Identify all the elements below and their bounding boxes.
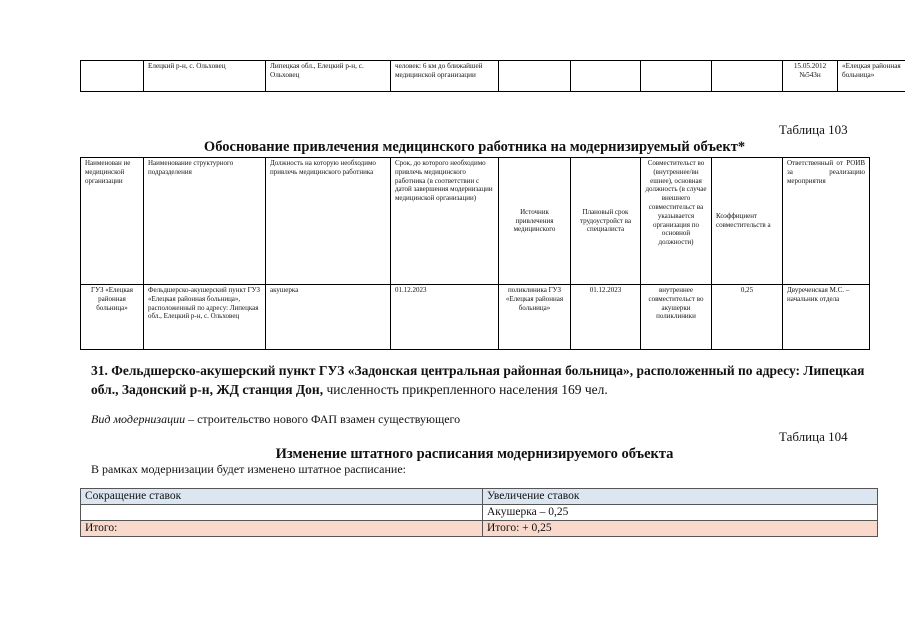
table-row [81, 505, 878, 521]
cell: Елецкий р-н, с. Ольховец [144, 61, 266, 92]
cell: Двуреченская М.С. – начальник отдела [783, 285, 870, 350]
table-103 [80, 157, 870, 350]
table-103-title: Обоснование привлечения медицинского работника на модернизируемый объект* [203, 139, 746, 155]
table-104-label: Таблица 104 [779, 429, 848, 444]
cell: 01.12.2023 [391, 285, 499, 350]
table-row [81, 61, 905, 92]
table-header-row [81, 158, 870, 285]
cell: Липецкая обл., Елецкий р-н, с. Ольховец [266, 61, 391, 92]
previous-table-fragment [80, 60, 905, 92]
cell [499, 61, 571, 92]
cell: поликлиника ГУЗ «Елецкая районная больница» [499, 285, 571, 350]
section-31-population: численность прикрепленного населения 169 чел. [323, 382, 608, 397]
header-cell: Сокращение ставок [81, 489, 483, 505]
cell: Фельдшерско-акушерский пункт ГУЗ «Елецкая районная больница», расположенный по адресу: Липецкая обл., Елецкий р-н, с. Ольховец [144, 285, 266, 350]
header-cell: Коэффициент совместительств а [712, 158, 783, 285]
cell: акушерка [266, 285, 391, 350]
cell: 15.05.2012 №543н [783, 61, 838, 92]
header-cell: Наименование структурного подразделения [144, 158, 266, 285]
table-row [81, 285, 870, 350]
cell: 01.12.2023 [571, 285, 641, 350]
cell [712, 61, 783, 92]
header-cell: Срок, до которого необходимо привлечь медицинского работника (в соответствии с датой завершения модернизации медицинской организации) [391, 158, 499, 285]
cell [81, 505, 483, 521]
modernization-text: – строительство нового ФАП взамен существующего [185, 412, 461, 426]
header-cell: Увеличение ставок [483, 489, 878, 505]
modernization-label: Вид модернизации [91, 412, 186, 426]
total-row [81, 521, 878, 537]
section-31-heading [91, 361, 871, 399]
cell: Итого: + 0,25 [483, 521, 878, 537]
table-103-label: Таблица 103 [779, 122, 848, 137]
table-header-row [81, 489, 878, 505]
cell [641, 61, 712, 92]
cell: ГУЗ «Елецкая районная больница» [81, 285, 144, 350]
staff-change-note: В рамках модернизации будет изменено штатное расписание: [91, 462, 406, 476]
table-104-title: Изменение штатного расписания модернизируемого объекта [275, 446, 674, 462]
header-cell: Ответственный от РОИВ за реализацию мероприятия [783, 158, 870, 285]
modernization-line [91, 412, 460, 427]
header-cell: Источник привлечения медицинского [499, 158, 571, 285]
cell: 0,25 [712, 285, 783, 350]
cell: Итого: [81, 521, 483, 537]
cell: «Елецкая районная больница» [838, 61, 905, 92]
cell [571, 61, 641, 92]
header-cell: Должность на которую необходимо привлечь медицинского работника [266, 158, 391, 285]
header-cell: Плановый срок трудоустройст ва специалиста [571, 158, 641, 285]
section-31-bold: 31. Фельдшерско-акушерский пункт ГУЗ «Задонская центральная районная больница», расположенный по адресу: Липецкая обл., Задонский р-н, ЖД станция Дон, [91, 363, 865, 397]
header-cell: Наименован ие медицинской организации [81, 158, 144, 285]
cell: внутреннее совместительст во акушерки поликлиники [641, 285, 712, 350]
table-104 [80, 488, 878, 537]
cell: человек: 6 км до ближайшей медицинской организации [391, 61, 499, 92]
cell [81, 61, 144, 92]
header-cell: Совместительст во (внутреннее/вн ешнее), основная должность (в случае внешнего совместительст ва указывается организация по основной должности) [641, 158, 712, 285]
cell: Акушерка – 0,25 [483, 505, 878, 521]
